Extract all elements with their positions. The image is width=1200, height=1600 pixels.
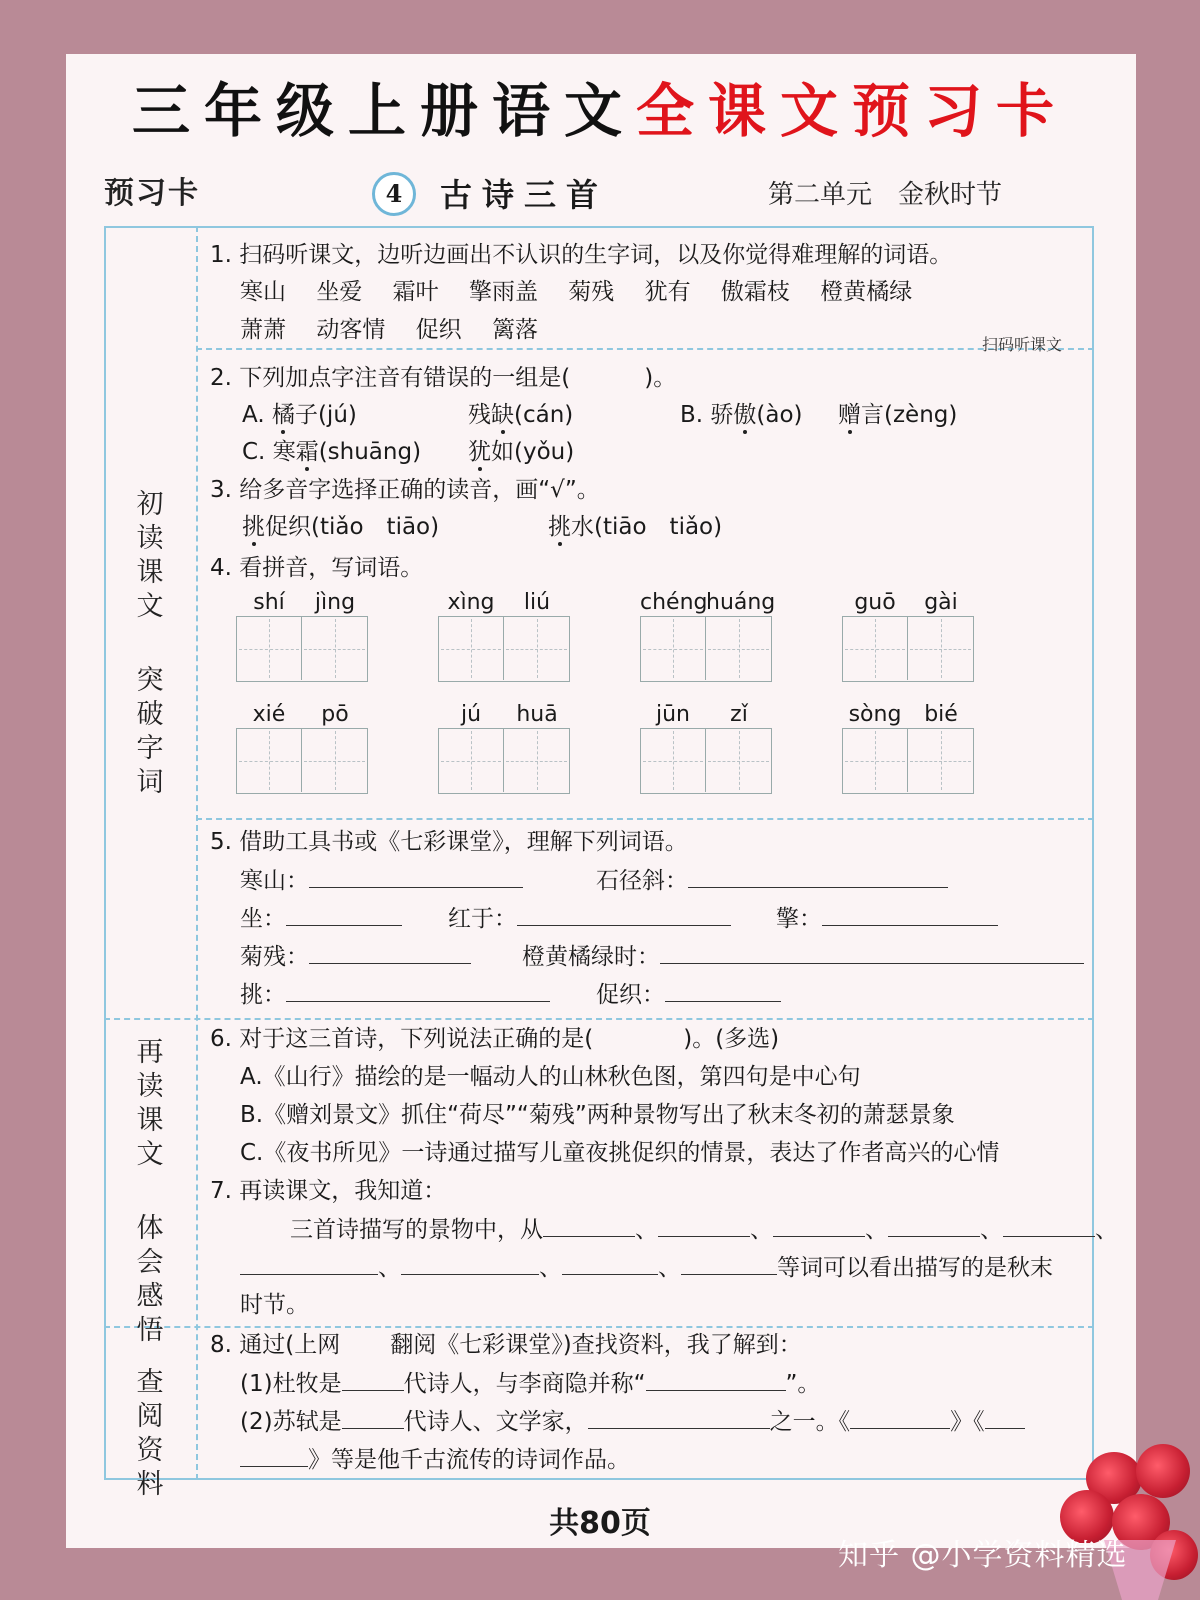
- q5-term: [240, 979, 550, 1010]
- writing-cell[interactable]: [302, 617, 367, 680]
- dotted-char: 挑: [242, 514, 265, 540]
- word: 傲霜枝: [720, 279, 790, 305]
- answer-blank[interactable]: [240, 1252, 378, 1275]
- q3-item2-rest: 水(tiāo tiǎo): [571, 514, 723, 540]
- section-label-second-reading: [118, 1036, 182, 1348]
- unit-theme: 金秋时节: [898, 180, 1003, 210]
- unit-info: [768, 174, 1028, 211]
- separator: 、: [980, 1217, 1003, 1243]
- divider-section2: [104, 1326, 1094, 1328]
- separator: 、: [658, 1255, 681, 1281]
- answer-blank[interactable]: [240, 1444, 308, 1467]
- q2-text-b: )。: [644, 365, 677, 391]
- writing-cell[interactable]: [908, 617, 973, 680]
- section-label-char: [118, 624, 182, 664]
- dotted-char: 傲: [733, 402, 757, 428]
- q7-line2: [240, 1252, 1053, 1283]
- writing-cell[interactable]: [439, 729, 504, 792]
- word: 寒山: [240, 279, 286, 305]
- section-label-char: 读: [136, 523, 164, 554]
- pinyin-label: guō: [854, 590, 896, 615]
- q8-l1a: (1)杜牧是: [240, 1371, 342, 1397]
- q5-text: 5. 借助工具书或《七彩课堂》，理解下列词语。: [210, 829, 688, 855]
- answer-blank[interactable]: [309, 941, 471, 964]
- answer-blank[interactable]: [588, 1406, 770, 1429]
- q2-text-a: 2. 下列加点字注音有错误的一组是(: [210, 365, 571, 391]
- q5-term: [448, 903, 731, 934]
- q5-term: [596, 865, 948, 896]
- answer-blank[interactable]: [773, 1214, 865, 1237]
- q8-l2b: 代诗人、文学家，: [403, 1409, 588, 1435]
- answer-blank[interactable]: [665, 979, 781, 1002]
- term-label: 橙黄橘绿时：: [522, 944, 660, 970]
- q8-l2d: 》《: [950, 1409, 985, 1435]
- q5-term: [522, 941, 1084, 972]
- section-label-char: 文: [136, 1139, 164, 1170]
- pinyin-label: jìng: [314, 590, 356, 615]
- word: 动客情: [316, 317, 386, 343]
- q6-option-b: B.《赠刘景文》抓住“荷尽”“菊残”两种景物写出了秋末冬初的萧瑟景象: [240, 1102, 955, 1128]
- writing-grid[interactable]: [842, 616, 974, 682]
- title-black-part: 三年级上册语文: [131, 77, 636, 145]
- word: 擎雨盖: [468, 279, 538, 305]
- writing-cell[interactable]: [302, 729, 367, 792]
- q6-text-b: )。(多选): [683, 1026, 780, 1052]
- char: 如(yǒu): [491, 439, 575, 465]
- writing-cell[interactable]: [504, 729, 569, 792]
- section-label-char: 读: [136, 1071, 164, 1102]
- answer-blank[interactable]: [342, 1368, 404, 1391]
- writing-grid[interactable]: [842, 728, 974, 794]
- q7-text: 7. 再读课文，我知道：: [210, 1178, 447, 1204]
- char: 言(zèng): [861, 402, 958, 428]
- char: 残: [468, 402, 491, 428]
- divider-section1: [104, 1018, 1094, 1020]
- q5-term: [240, 865, 523, 896]
- q3-text: 3. 给多音字选择正确的读音，画“√”。: [210, 477, 600, 503]
- answer-blank[interactable]: [646, 1368, 786, 1391]
- pinyin-label: xìng: [447, 590, 495, 615]
- section-label-char: 课: [136, 557, 164, 588]
- writing-cell[interactable]: [641, 729, 706, 792]
- section-divider-vertical: [196, 226, 198, 1480]
- q8-text: [210, 1330, 802, 1360]
- page-title: [0, 76, 1200, 146]
- section-label-char: 悟: [136, 1315, 164, 1346]
- q7-line2-end: 等词可以看出描写的是秋末: [777, 1255, 1053, 1281]
- term-label: 挑：: [240, 982, 286, 1008]
- answer-blank[interactable]: [985, 1406, 1025, 1429]
- section-label-char: 阅: [136, 1401, 164, 1432]
- separator: 、: [750, 1217, 773, 1243]
- q3-item1: [242, 512, 439, 542]
- watermark: 知乎 @小学资料精选: [838, 1538, 1128, 1573]
- q8-l2c: 之一。《: [769, 1409, 851, 1435]
- answer-blank[interactable]: [822, 903, 998, 926]
- dotted-char: 霜: [295, 439, 319, 465]
- pinyin-label: bié: [924, 702, 958, 727]
- section-label-char: 感: [136, 1281, 164, 1312]
- q5-term: [596, 979, 781, 1010]
- char: (ào): [756, 402, 803, 428]
- section-label-research: [118, 1366, 182, 1502]
- q3-item2: [548, 512, 722, 542]
- pinyin-label: sòng: [848, 702, 902, 727]
- q2-option-b1: [680, 400, 803, 430]
- writing-cell[interactable]: [706, 617, 771, 680]
- page-count: 共80页: [549, 1506, 651, 1541]
- separator: 、: [378, 1255, 401, 1281]
- q8-l2a: (2)苏轼是: [240, 1409, 342, 1435]
- dotted-char: 挑: [548, 514, 571, 540]
- q6-text-a: 6. 对于这三首诗，下列说法正确的是(: [210, 1026, 594, 1052]
- pinyin-label: xié: [252, 702, 286, 727]
- section-label-char: 查: [136, 1367, 164, 1398]
- pinyin-label: gài: [924, 590, 958, 615]
- term-label: 坐：: [240, 906, 286, 932]
- section-label-char: 再: [136, 1037, 164, 1068]
- writing-cell[interactable]: [843, 617, 908, 680]
- word: 犹有: [644, 279, 691, 305]
- section-label-char: 初: [136, 489, 164, 520]
- char: 寒: [272, 439, 296, 465]
- q8-l1b: 代诗人，与李商隐并称“: [403, 1371, 646, 1397]
- answer-blank[interactable]: [1003, 1214, 1095, 1237]
- writing-cell[interactable]: [908, 729, 973, 792]
- word: 霜叶: [392, 279, 439, 305]
- term-label: 促织：: [596, 982, 665, 1008]
- word: 促织: [415, 317, 462, 343]
- char: 子(jú): [294, 402, 357, 428]
- q8-l3: 》等是他千古流传的诗词作品。: [308, 1447, 630, 1473]
- qr-note: 扫码听课文: [982, 335, 1063, 354]
- q2-text: [210, 363, 676, 393]
- answer-blank[interactable]: [517, 903, 731, 926]
- word: 篱落: [491, 317, 538, 343]
- q8-line3: [240, 1444, 630, 1475]
- section-label-char: [118, 1172, 182, 1212]
- section-label-first-reading: [118, 488, 182, 800]
- title-red-part: 全课文预习卡: [636, 77, 1069, 145]
- lesson-title: 古诗三首: [440, 176, 609, 214]
- q6-text: [210, 1024, 779, 1054]
- q5-term: [240, 941, 471, 972]
- answer-blank[interactable]: [401, 1252, 539, 1275]
- answer-blank[interactable]: [850, 1406, 950, 1429]
- q6-option-a: A.《山行》描绘的是一幅动人的山林秋色图，第四句是中心句: [240, 1064, 861, 1090]
- section-label-char: 资: [136, 1435, 164, 1466]
- q2-option-c2: [468, 437, 574, 467]
- q1-words-row1: [240, 277, 912, 307]
- answer-blank[interactable]: [309, 865, 523, 888]
- q5-term: [776, 903, 998, 934]
- q4-text: 4. 看拼音，写词语。: [210, 555, 424, 581]
- pinyin-label: chéng: [640, 590, 708, 615]
- section-label-char: 突: [136, 665, 164, 696]
- writing-grid[interactable]: [236, 728, 368, 794]
- term-label: 擎：: [776, 906, 822, 932]
- writing-grid[interactable]: [640, 616, 772, 682]
- dotted-char: 赠: [838, 402, 861, 428]
- card-label: 预习卡: [104, 176, 200, 211]
- writing-grid[interactable]: [236, 616, 368, 682]
- writing-cell[interactable]: [843, 729, 908, 792]
- answer-blank[interactable]: [658, 1214, 750, 1237]
- answer-blank[interactable]: [681, 1252, 777, 1275]
- q8-l1c: ”。: [785, 1371, 821, 1397]
- separator: 、: [1095, 1217, 1118, 1243]
- section-label-char: 文: [136, 591, 164, 622]
- q7-line3: 时节。: [240, 1292, 309, 1318]
- section-label-char: 字: [136, 733, 164, 764]
- pinyin-label: shí: [253, 590, 285, 615]
- writing-grid[interactable]: [438, 616, 570, 682]
- word: 橙黄橘绿: [820, 279, 913, 305]
- section-label-char: 会: [136, 1247, 164, 1278]
- unit-name: 第二单元: [768, 180, 873, 210]
- section-label-char: 破: [136, 699, 164, 730]
- q8-text-b: 翻阅《七彩课堂》)查找资料，我了解到：: [390, 1332, 802, 1358]
- q8-line1: [240, 1368, 820, 1399]
- pinyin-label: huā: [516, 702, 558, 727]
- option-label: A.: [242, 402, 265, 428]
- term-label: 石径斜：: [596, 868, 688, 894]
- writing-cell[interactable]: [706, 729, 771, 792]
- q1-words-row2: [240, 315, 538, 345]
- q8-line2: [240, 1406, 1025, 1437]
- q6-option-c: C.《夜书所见》一诗通过描写儿童夜挑促织的情景，表达了作者高兴的心情: [240, 1140, 1000, 1166]
- pinyin-label: liú: [523, 590, 551, 615]
- word: 坐爱: [316, 279, 363, 305]
- answer-blank[interactable]: [342, 1406, 404, 1429]
- writing-grid[interactable]: [438, 728, 570, 794]
- q2-option-a2: [468, 400, 573, 430]
- word: 萧萧: [240, 317, 286, 343]
- pinyin-label: jú: [460, 702, 482, 727]
- q2-option-b2: [838, 400, 957, 430]
- pinyin-label: zǐ: [730, 702, 748, 727]
- section-label-char: 课: [136, 1105, 164, 1136]
- answer-blank[interactable]: [562, 1252, 658, 1275]
- answer-blank[interactable]: [286, 903, 402, 926]
- separator: 、: [635, 1217, 658, 1243]
- section-label-char: 料: [136, 1469, 164, 1500]
- q2-option-c1: [242, 437, 421, 467]
- pinyin-label: huáng: [706, 590, 776, 615]
- q3-item1-rest: 促织(tiǎo tiāo): [265, 514, 440, 540]
- q8-text-a: 8. 通过(上网: [210, 1332, 341, 1358]
- pinyin-label: jūn: [656, 702, 690, 727]
- term-label: 菊残：: [240, 944, 309, 970]
- term-label: 红于：: [448, 906, 517, 932]
- answer-blank[interactable]: [660, 941, 1084, 964]
- term-label: 寒山：: [240, 868, 309, 894]
- writing-cell[interactable]: [504, 617, 569, 680]
- writing-cell[interactable]: [237, 617, 302, 680]
- separator: 、: [539, 1255, 562, 1281]
- lesson-number-badge: 4: [372, 172, 416, 216]
- writing-cell[interactable]: [237, 729, 302, 792]
- answer-blank[interactable]: [688, 865, 948, 888]
- char: (cán): [514, 402, 574, 428]
- q7-line1-text: 三首诗描写的景物中，从: [290, 1217, 543, 1243]
- section-label-char: 词: [136, 767, 164, 798]
- divider-q4: [196, 818, 1094, 820]
- dotted-char: 犹: [468, 439, 491, 465]
- answer-blank[interactable]: [286, 979, 550, 1002]
- pinyin-label: pō: [321, 702, 349, 727]
- dotted-char: 缺: [491, 402, 514, 428]
- dotted-char: 橘: [271, 402, 295, 428]
- word: 菊残: [568, 279, 615, 305]
- writing-cell[interactable]: [439, 617, 504, 680]
- option-label: C.: [242, 439, 266, 465]
- q5-term: [240, 903, 402, 934]
- q2-option-a1: [242, 400, 357, 430]
- writing-grid[interactable]: [640, 728, 772, 794]
- q1-text: 1. 扫码听课文，边听边画出不认识的生字词，以及你觉得难理解的词语。: [210, 242, 953, 268]
- option-label: B.: [680, 402, 704, 428]
- separator: 、: [865, 1217, 888, 1243]
- divider-q1: [196, 348, 1094, 350]
- answer-blank[interactable]: [543, 1214, 635, 1237]
- char: (shuāng): [318, 439, 422, 465]
- section-label-char: 体: [136, 1213, 164, 1244]
- writing-cell[interactable]: [641, 617, 706, 680]
- char: 骄: [710, 402, 734, 428]
- answer-blank[interactable]: [888, 1214, 980, 1237]
- q7-line1: [290, 1214, 1118, 1245]
